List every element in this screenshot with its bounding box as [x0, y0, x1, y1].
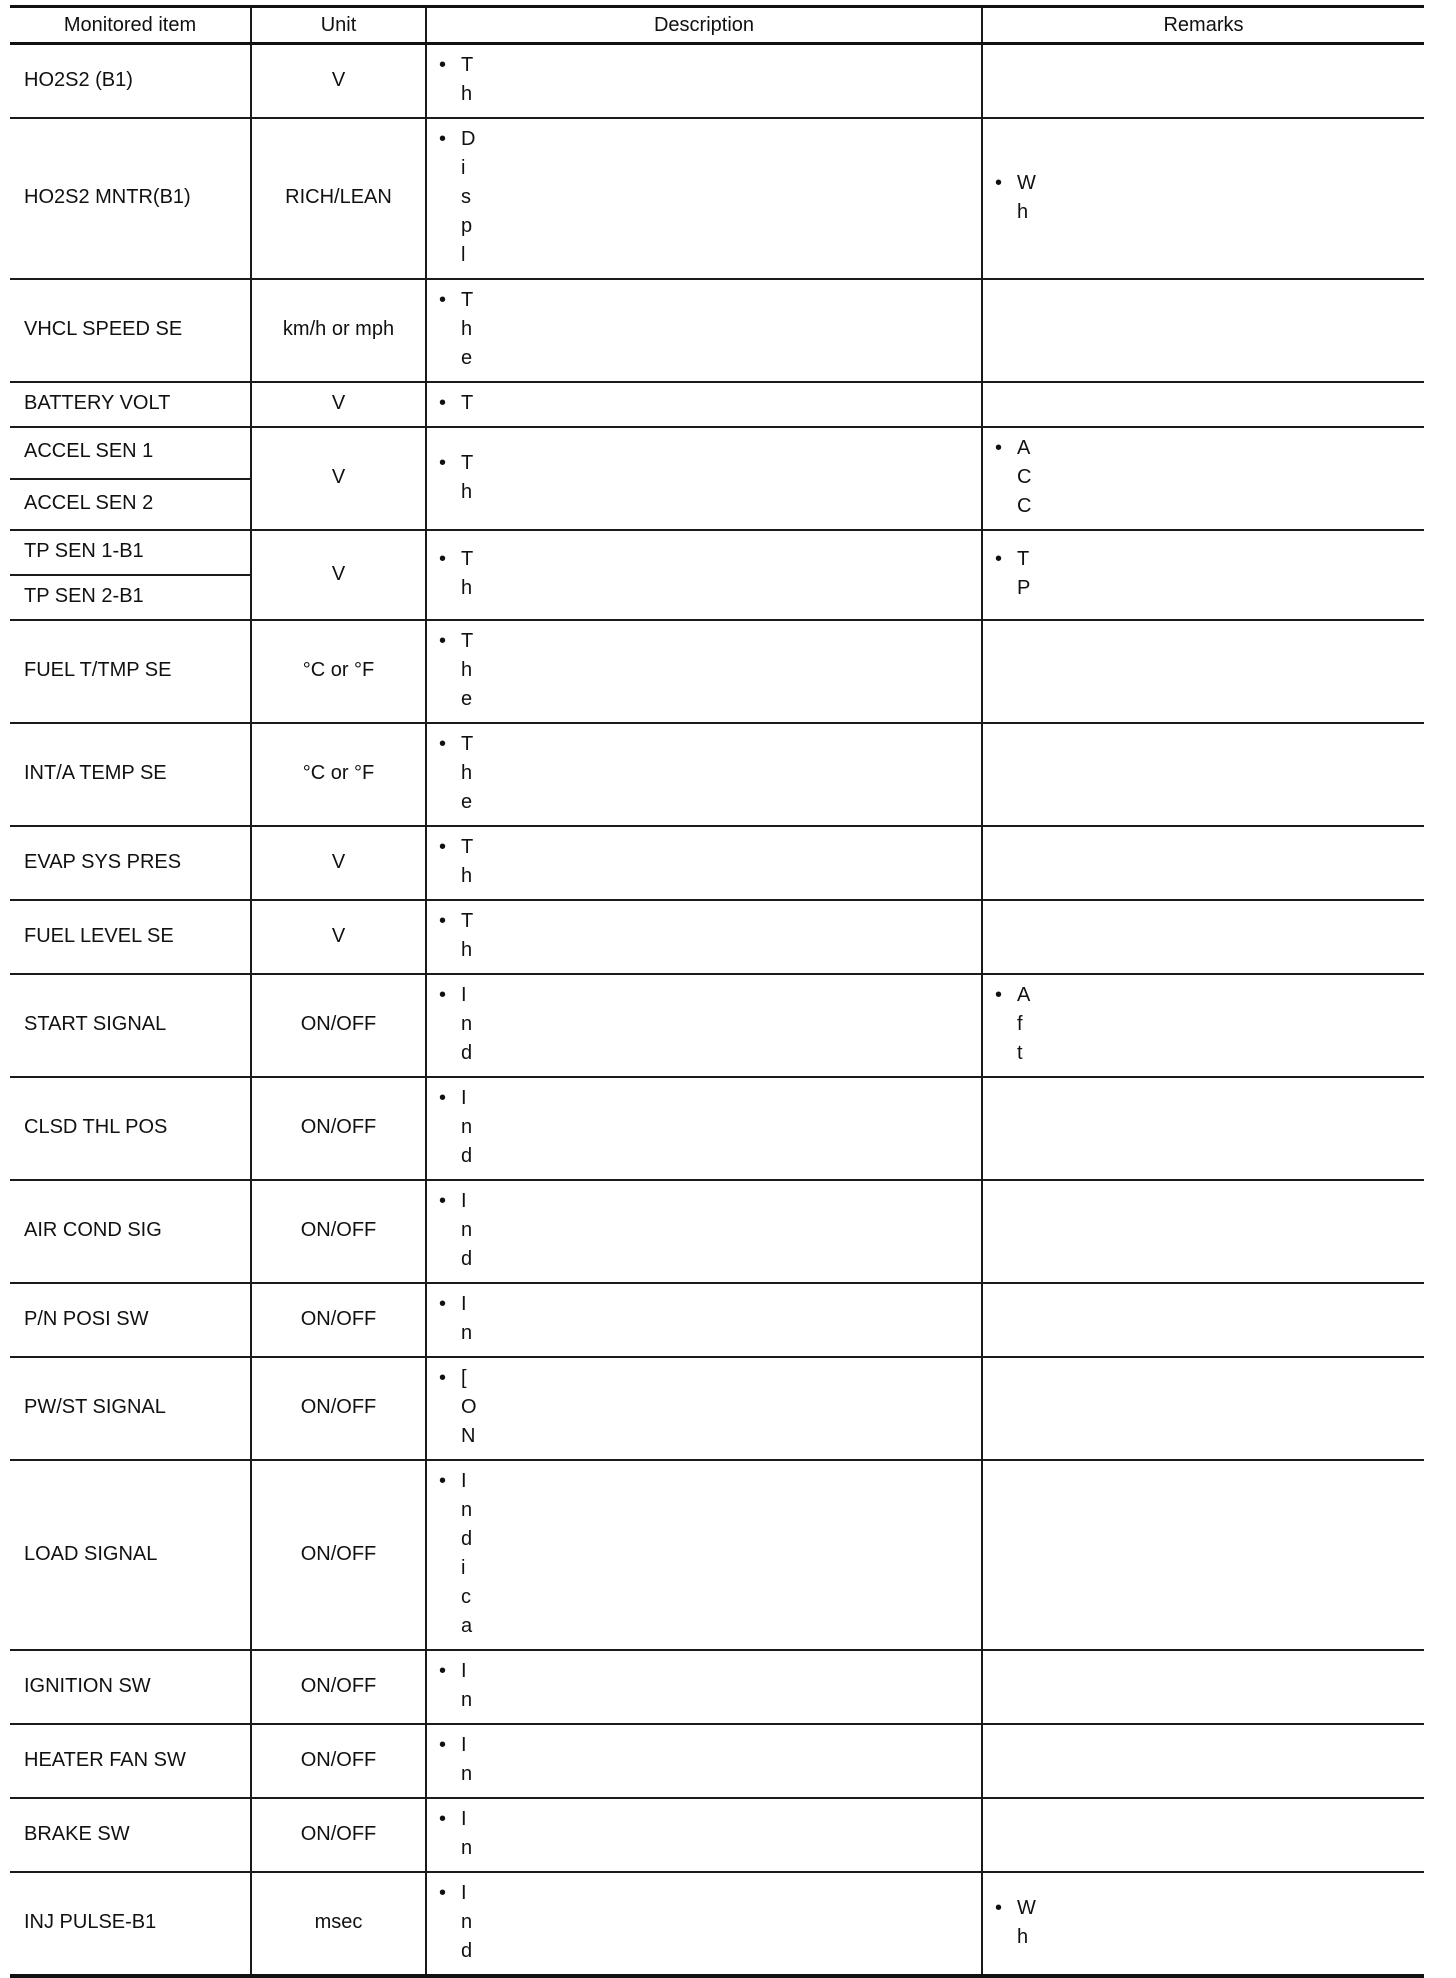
unit-cell: ON/OFF: [251, 1283, 426, 1357]
header-monitored-item: Monitored item: [10, 7, 251, 44]
text-line: h: [461, 577, 473, 599]
text-line: h: [461, 659, 473, 681]
remarks-cell: [982, 118, 1424, 279]
monitored-item-cell: INJ PULSE-B1: [10, 1872, 251, 1976]
unit-cell: ON/OFF: [251, 1357, 426, 1460]
text-line: h: [1017, 200, 1029, 223]
description-bullet-text: [461, 627, 971, 714]
text-line: I: [461, 1293, 467, 1315]
remarks-bullet-text: [1017, 434, 1414, 521]
bullet-icon: •: [439, 548, 447, 570]
remarks-bullet-text: [1017, 981, 1414, 1068]
description-bullet: [439, 907, 971, 965]
text-line: n: [461, 1013, 473, 1035]
bullet-icon: •: [439, 630, 447, 652]
header-row: [10, 7, 1424, 44]
monitored-item-cell: ACCEL SEN 1: [10, 427, 251, 479]
header-remarks: Remarks: [982, 7, 1424, 44]
text-line: h: [461, 318, 473, 340]
monitored-item-cell: HEATER FAN SW: [10, 1724, 251, 1798]
text-line: i: [461, 1557, 466, 1579]
description-bullet-text: [461, 1084, 971, 1171]
unit-cell: ON/OFF: [251, 1650, 426, 1724]
monitored-item-cell: ACCEL SEN 2: [10, 479, 251, 531]
monitored-item-cell: PW/ST SIGNAL: [10, 1357, 251, 1460]
description-bullet: [439, 833, 971, 891]
text-line: p: [461, 215, 473, 237]
remarks-bullet: [995, 169, 1414, 227]
description-bullet: [439, 1187, 971, 1274]
description-cell: [426, 118, 982, 279]
bullet-icon: •: [995, 548, 1003, 570]
bullet-icon: •: [439, 1087, 447, 1109]
unit-cell: ON/OFF: [251, 1460, 426, 1650]
remarks-cell: [982, 1077, 1424, 1180]
bullet-icon: •: [439, 910, 447, 932]
remarks-bullet: [995, 545, 1414, 603]
unit-cell: °C or °F: [251, 620, 426, 723]
table-row: [10, 382, 1424, 427]
table-row: [10, 1460, 1424, 1650]
description-cell: [426, 1283, 982, 1357]
monitored-item-cell: TP SEN 1-B1: [10, 530, 251, 575]
text-line: n: [461, 1219, 473, 1241]
bullet-icon: •: [439, 984, 447, 1006]
remarks-cell: [982, 1180, 1424, 1283]
unit-cell: ON/OFF: [251, 1724, 426, 1798]
text-line: n: [461, 1837, 473, 1859]
monitored-item-cell: BRAKE SW: [10, 1798, 251, 1872]
text-line: d: [461, 1145, 473, 1167]
unit-cell: ON/OFF: [251, 1077, 426, 1180]
bullet-icon: •: [439, 392, 447, 414]
bullet-icon: •: [439, 1470, 447, 1492]
unit-cell: RICH/LEAN: [251, 118, 426, 279]
text-line: c: [461, 1586, 471, 1608]
description-bullet-text: [461, 286, 971, 373]
text-line: T: [461, 910, 474, 932]
text-line: e: [461, 791, 473, 813]
bullet-icon: •: [995, 1896, 1003, 1919]
text-line: i: [461, 157, 466, 179]
description-bullet: [439, 286, 971, 373]
bullet-icon: •: [995, 984, 1003, 1006]
remarks-cell: [982, 1460, 1424, 1650]
description-cell: [426, 1650, 982, 1724]
description-bullet-text: [461, 545, 971, 603]
monitored-item-cell: IGNITION SW: [10, 1650, 251, 1724]
table-row: [10, 1077, 1424, 1180]
description-bullet-text: [461, 730, 971, 817]
bullet-icon: •: [439, 1660, 447, 1682]
description-cell: [426, 620, 982, 723]
remarks-bullet: [995, 1894, 1414, 1952]
description-bullet-text: [461, 907, 971, 965]
description-bullet-text: [461, 51, 971, 109]
text-line: T: [461, 733, 474, 755]
remarks-cell: [982, 1283, 1424, 1357]
unit-cell: km/h or mph: [251, 279, 426, 382]
remarks-cell: [982, 1357, 1424, 1460]
text-line: n: [461, 1499, 473, 1521]
description-cell: [426, 1798, 982, 1872]
description-bullet-text: [461, 1657, 971, 1715]
table-row: [10, 900, 1424, 974]
description-bullet: [439, 1290, 971, 1348]
description-cell: [426, 974, 982, 1077]
description-cell: [426, 44, 982, 119]
remarks-cell: [982, 1872, 1424, 1976]
bullet-icon: •: [439, 1190, 447, 1212]
description-bullet: [439, 1467, 971, 1641]
table-row: [10, 974, 1424, 1077]
monitored-item-cell: EVAP SYS PRES: [10, 826, 251, 900]
remarks-cell: [982, 382, 1424, 427]
monitored-item-cell: VHCL SPEED SE: [10, 279, 251, 382]
text-line: d: [461, 1528, 473, 1550]
description-bullet: [439, 389, 971, 418]
text-line: h: [1017, 1925, 1029, 1948]
description-bullet: [439, 1364, 971, 1451]
table-row: [10, 1872, 1424, 1976]
remarks-bullet-text: [1017, 545, 1414, 603]
text-line: a: [461, 1615, 473, 1637]
monitored-item-cell: INT/A TEMP SE: [10, 723, 251, 826]
unit-cell: V: [251, 530, 426, 620]
description-bullet: [439, 627, 971, 714]
description-bullet-text: [461, 1364, 971, 1451]
text-line: W: [1017, 171, 1036, 194]
description-cell: [426, 1460, 982, 1650]
monitored-item-cell: BATTERY VOLT: [10, 382, 251, 427]
description-cell: [426, 1357, 982, 1460]
bullet-icon: •: [439, 289, 447, 311]
bullet-icon: •: [439, 836, 447, 858]
header-unit: Unit: [251, 7, 426, 44]
description-cell: [426, 427, 982, 530]
description-bullet-text: [461, 389, 971, 418]
bullet-icon: •: [439, 1293, 447, 1315]
text-line: n: [461, 1116, 473, 1138]
unit-cell: ON/OFF: [251, 1180, 426, 1283]
monitored-item-cell: CLSD THL POS: [10, 1077, 251, 1180]
description-bullet-text: [461, 1467, 971, 1641]
table-row: [10, 530, 1424, 575]
remarks-bullet: [995, 981, 1414, 1068]
table-row: [10, 1283, 1424, 1357]
description-bullet-text: [461, 449, 971, 507]
remarks-cell: [982, 723, 1424, 826]
description-bullet-text: [461, 1731, 971, 1789]
table-row: [10, 1650, 1424, 1724]
description-bullet-text: [461, 1805, 971, 1863]
text-line: I: [461, 1882, 467, 1904]
unit-cell: V: [251, 382, 426, 427]
header-description: Description: [426, 7, 982, 44]
text-line: I: [461, 984, 467, 1006]
description-bullet: [439, 1805, 971, 1863]
bullet-icon: •: [439, 733, 447, 755]
description-bullet: [439, 1731, 971, 1789]
description-bullet: [439, 1084, 971, 1171]
text-line: T: [461, 548, 474, 570]
table-row: [10, 44, 1424, 119]
text-line: h: [461, 480, 473, 503]
description-cell: [426, 530, 982, 620]
description-cell: [426, 1872, 982, 1976]
text-line: T: [461, 836, 474, 858]
bullet-icon: •: [439, 1734, 447, 1756]
description-bullet: [439, 981, 971, 1068]
monitored-item-cell: HO2S2 (B1): [10, 44, 251, 119]
text-line: d: [461, 1248, 473, 1270]
table-row: [10, 1798, 1424, 1872]
text-line: T: [461, 630, 474, 652]
monitored-items-table: [10, 5, 1424, 1978]
text-line: T: [461, 451, 474, 474]
unit-cell: V: [251, 826, 426, 900]
table-row: [10, 118, 1424, 279]
text-line: h: [461, 865, 473, 887]
description-cell: [426, 826, 982, 900]
text-line: C: [1017, 466, 1032, 488]
remarks-cell: [982, 1724, 1424, 1798]
bullet-icon: •: [439, 1808, 447, 1830]
monitored-item-cell: FUEL T/TMP SE: [10, 620, 251, 723]
text-line: T: [461, 54, 474, 76]
table-header: [10, 7, 1424, 44]
text-line: t: [1017, 1042, 1023, 1064]
monitored-item-cell: P/N POSI SW: [10, 1283, 251, 1357]
description-bullet: [439, 1879, 971, 1966]
text-line: I: [461, 1087, 467, 1109]
text-line: N: [461, 1425, 476, 1447]
text-line: T: [1017, 548, 1030, 570]
table-row: [10, 620, 1424, 723]
bullet-icon: •: [439, 128, 447, 150]
description-cell: [426, 1077, 982, 1180]
description-bullet-text: [461, 981, 971, 1068]
description-bullet-text: [461, 1290, 971, 1348]
remarks-cell: [982, 974, 1424, 1077]
description-bullet: [439, 51, 971, 109]
text-line: A: [1017, 437, 1031, 459]
description-bullet: [439, 449, 971, 507]
bullet-icon: •: [439, 1882, 447, 1904]
text-line: T: [461, 289, 474, 311]
unit-cell: V: [251, 44, 426, 119]
unit-cell: ON/OFF: [251, 974, 426, 1077]
monitored-item-cell: TP SEN 2-B1: [10, 575, 251, 620]
description-bullet: [439, 125, 971, 270]
text-line: O: [461, 1396, 477, 1418]
description-bullet: [439, 1657, 971, 1715]
table-row: [10, 1180, 1424, 1283]
text-line: n: [461, 1911, 473, 1933]
remarks-bullet: [995, 434, 1414, 521]
text-line: h: [461, 762, 473, 784]
text-line: W: [1017, 1896, 1036, 1919]
bullet-icon: •: [995, 437, 1003, 459]
text-line: n: [461, 1763, 473, 1785]
text-line: D: [461, 128, 476, 150]
remarks-cell: [982, 530, 1424, 620]
remarks-cell: [982, 1650, 1424, 1724]
monitored-item-cell: AIR COND SIG: [10, 1180, 251, 1283]
text-line: I: [461, 1190, 467, 1212]
description-bullet-text: [461, 1879, 971, 1966]
unit-cell: °C or °F: [251, 723, 426, 826]
table-row: [10, 1724, 1424, 1798]
table-body: [10, 44, 1424, 1977]
data-monitor-document: [10, 5, 1424, 1978]
table-row: [10, 427, 1424, 479]
text-line: I: [461, 1660, 467, 1682]
remarks-cell: [982, 279, 1424, 382]
description-bullet: [439, 730, 971, 817]
text-line: h: [461, 939, 473, 961]
text-line: I: [461, 1470, 467, 1492]
remarks-cell: [982, 44, 1424, 119]
text-line: T: [461, 392, 474, 414]
bullet-icon: •: [439, 1367, 447, 1389]
description-cell: [426, 900, 982, 974]
text-line: d: [461, 1042, 473, 1064]
text-line: n: [461, 1689, 473, 1711]
remarks-cell: [982, 427, 1424, 530]
text-line: C: [1017, 495, 1032, 517]
text-line: d: [461, 1940, 473, 1962]
description-bullet-text: [461, 1187, 971, 1274]
text-line: l: [461, 244, 466, 266]
unit-cell: V: [251, 900, 426, 974]
bullet-icon: •: [995, 171, 1003, 194]
unit-cell: ON/OFF: [251, 1798, 426, 1872]
bullet-icon: •: [439, 451, 447, 474]
monitored-item-cell: HO2S2 MNTR(B1): [10, 118, 251, 279]
remarks-cell: [982, 1798, 1424, 1872]
text-line: [: [461, 1367, 467, 1389]
bullet-icon: •: [439, 54, 447, 76]
text-line: f: [1017, 1013, 1023, 1035]
remarks-bullet-text: [1017, 169, 1414, 227]
text-line: e: [461, 347, 473, 369]
monitored-item-cell: FUEL LEVEL SE: [10, 900, 251, 974]
description-cell: [426, 723, 982, 826]
text-line: s: [461, 186, 471, 208]
table-row: [10, 279, 1424, 382]
text-line: I: [461, 1808, 467, 1830]
description-cell: [426, 382, 982, 427]
text-line: n: [461, 1322, 473, 1344]
text-line: A: [1017, 984, 1031, 1006]
text-line: P: [1017, 577, 1031, 599]
remarks-bullet-text: [1017, 1894, 1414, 1952]
unit-cell: msec: [251, 1872, 426, 1976]
text-line: e: [461, 688, 473, 710]
unit-cell: V: [251, 427, 426, 530]
description-bullet: [439, 545, 971, 603]
description-cell: [426, 1180, 982, 1283]
remarks-cell: [982, 620, 1424, 723]
description-cell: [426, 279, 982, 382]
monitored-item-cell: LOAD SIGNAL: [10, 1460, 251, 1650]
remarks-cell: [982, 826, 1424, 900]
text-line: I: [461, 1734, 467, 1756]
description-cell: [426, 1724, 982, 1798]
remarks-cell: [982, 900, 1424, 974]
monitored-item-cell: START SIGNAL: [10, 974, 251, 1077]
table-row: [10, 826, 1424, 900]
table-row: [10, 723, 1424, 826]
description-bullet-text: [461, 125, 971, 270]
description-bullet-text: [461, 833, 971, 891]
text-line: h: [461, 83, 473, 105]
table-row: [10, 1357, 1424, 1460]
